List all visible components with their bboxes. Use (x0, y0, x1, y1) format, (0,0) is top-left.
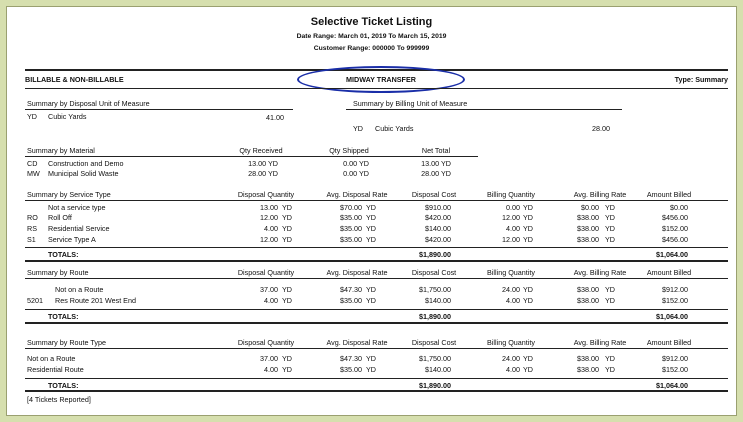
billing-quantity: 0.00 (506, 203, 520, 212)
section-heading: Summary by Route (27, 268, 89, 277)
avg-disposal-rate: $35.00 (340, 235, 362, 244)
total-disposal-cost: $1,890.00 (419, 312, 451, 321)
material-col-shipped: Qty Shipped (329, 146, 369, 155)
col-billing-quantity: Billing Quantity (487, 268, 535, 277)
disposal-cost: $140.00 (425, 296, 451, 305)
billable-label: BILLABLE & NON-BILLABLE (25, 75, 124, 84)
col-avg-disposal-rate: Avg. Disposal Rate (326, 268, 388, 277)
billing-rate-unit: YD (605, 224, 615, 233)
material-name: Municipal Solid Waste (48, 169, 119, 178)
col-billing-quantity: Billing Quantity (487, 190, 535, 199)
tickets-reported: [4 Tickets Reported] (27, 395, 91, 404)
material-net: 28.00 YD (421, 169, 451, 178)
billing-rate-unit: YD (605, 365, 615, 374)
section-header-rule (25, 348, 728, 349)
row-code: RS (27, 224, 37, 233)
amount-billed: $456.00 (662, 213, 688, 222)
avg-billing-rate: $38.00 (577, 224, 599, 233)
col-disposal-cost: Disposal Cost (411, 190, 457, 199)
billing-rate-unit: YD (605, 235, 615, 244)
avg-billing-rate: $38.00 (577, 213, 599, 222)
disposal-unit: YD (282, 365, 292, 374)
disposal-rate-unit: YD (366, 203, 376, 212)
avg-billing-rate: $38.00 (577, 365, 599, 374)
avg-disposal-rate: $47.30 (340, 354, 362, 363)
amount-billed: $456.00 (662, 235, 688, 244)
billing-uom-heading: Summary by Billing Unit of Measure (353, 99, 468, 108)
billing-unit: YD (523, 235, 533, 244)
row-code: S1 (27, 235, 36, 244)
col-amount-billed: Amount Billed (646, 268, 692, 277)
site-name: MIDWAY TRANSFER (346, 75, 416, 84)
disposal-cost: $1,750.00 (419, 285, 451, 294)
billing-uom-code: YD (353, 124, 363, 133)
row-name: Not on a Route (27, 354, 76, 363)
totals-label: TOTALS: (48, 250, 79, 259)
total-disposal-cost: $1,890.00 (419, 250, 451, 259)
avg-billing-rate: $38.00 (577, 354, 599, 363)
avg-billing-rate: $0.00 (581, 203, 599, 212)
disposal-quantity: 4.00 (264, 224, 278, 233)
col-avg-disposal-rate: Avg. Disposal Rate (326, 338, 388, 347)
amount-billed: $912.00 (662, 354, 688, 363)
row-name: Not on a Route (55, 285, 104, 294)
totals-top-rule (25, 247, 728, 248)
row-name: Residential Service (48, 224, 110, 233)
disposal-unit: YD (282, 203, 292, 212)
row-name: Not a service type (48, 203, 106, 212)
avg-billing-rate: $38.00 (577, 296, 599, 305)
billing-rate-unit: YD (605, 285, 615, 294)
billing-unit: YD (523, 354, 533, 363)
disposal-rate-unit: YD (366, 224, 376, 233)
totals-bottom-rule (25, 390, 728, 392)
billing-unit: YD (523, 224, 533, 233)
material-net: 13.00 YD (421, 159, 451, 168)
col-avg-disposal-rate: Avg. Disposal Rate (326, 190, 388, 199)
material-name: Construction and Demo (48, 159, 124, 168)
material-code: CD (27, 159, 38, 168)
avg-disposal-rate: $35.00 (340, 365, 362, 374)
section-heading: Summary by Route Type (27, 338, 106, 347)
avg-disposal-rate: $35.00 (340, 296, 362, 305)
material-col-received: Qty Received (239, 146, 283, 155)
disposal-cost: $140.00 (425, 365, 451, 374)
billing-unit: YD (523, 203, 533, 212)
amount-billed: $912.00 (662, 285, 688, 294)
billing-uom-rule (346, 109, 622, 110)
billing-unit: YD (523, 285, 533, 294)
disposal-rate-unit: YD (366, 235, 376, 244)
billing-uom-name: Cubic Yards (375, 124, 414, 133)
row-name: Residential Route (27, 365, 84, 374)
avg-billing-rate: $38.00 (577, 235, 599, 244)
billing-unit: YD (523, 296, 533, 305)
avg-disposal-rate: $35.00 (340, 224, 362, 233)
disposal-unit: YD (282, 224, 292, 233)
disposal-quantity: 13.00 (260, 203, 278, 212)
col-amount-billed: Amount Billed (646, 338, 692, 347)
disposal-uom-heading: Summary by Disposal Unit of Measure (27, 99, 150, 108)
disposal-cost: $420.00 (425, 213, 451, 222)
avg-disposal-rate: $47.30 (340, 285, 362, 294)
billing-rate-unit: YD (605, 354, 615, 363)
material-code: MW (27, 169, 40, 178)
totals-bottom-rule (25, 322, 728, 324)
col-avg-billing-rate: Avg. Billing Rate (573, 268, 627, 277)
billing-unit: YD (523, 365, 533, 374)
row-code: 5201 (27, 296, 43, 305)
col-billing-quantity: Billing Quantity (487, 338, 535, 347)
disposal-cost: $140.00 (425, 224, 451, 233)
col-disposal-cost: Disposal Cost (411, 338, 457, 347)
total-amount-billed: $1,064.00 (656, 381, 688, 390)
disposal-uom-value: 41.00 (266, 113, 284, 122)
total-disposal-cost: $1,890.00 (419, 381, 451, 390)
billing-quantity: 12.00 (502, 213, 520, 222)
report-type: Type: Summary (674, 75, 728, 84)
customer-range: Customer Range: 000000 To 999999 (313, 45, 430, 52)
section-header-rule (25, 278, 728, 279)
disposal-unit: YD (282, 285, 292, 294)
col-avg-billing-rate: Avg. Billing Rate (573, 190, 627, 199)
col-avg-billing-rate: Avg. Billing Rate (573, 338, 627, 347)
billing-quantity: 4.00 (506, 224, 520, 233)
billing-quantity: 12.00 (502, 235, 520, 244)
row-name: Service Type A (48, 235, 96, 244)
disposal-cost: $910.00 (425, 203, 451, 212)
billing-rate-unit: YD (605, 296, 615, 305)
totals-top-rule (25, 309, 728, 310)
material-rule (25, 156, 478, 157)
disposal-uom-name: Cubic Yards (48, 112, 87, 121)
totals-label: TOTALS: (48, 312, 79, 321)
col-disposal-quantity: Disposal Quantity (237, 190, 295, 199)
disposal-quantity: 12.00 (260, 213, 278, 222)
disposal-unit: YD (282, 213, 292, 222)
col-disposal-quantity: Disposal Quantity (237, 338, 295, 347)
disposal-quantity: 12.00 (260, 235, 278, 244)
report-title: Selective Ticket Listing (310, 16, 433, 28)
disposal-cost: $1,750.00 (419, 354, 451, 363)
amount-billed: $152.00 (662, 296, 688, 305)
totals-label: TOTALS: (48, 381, 79, 390)
material-received: 13.00 YD (248, 159, 278, 168)
disposal-uom-code: YD (27, 112, 37, 121)
totals-top-rule (25, 378, 728, 379)
amount-billed: $152.00 (662, 365, 688, 374)
header-bottom-rule (25, 88, 728, 89)
disposal-cost: $420.00 (425, 235, 451, 244)
disposal-rate-unit: YD (366, 285, 376, 294)
billing-quantity: 24.00 (502, 285, 520, 294)
material-received: 28.00 YD (248, 169, 278, 178)
disposal-quantity: 4.00 (264, 365, 278, 374)
billing-quantity: 24.00 (502, 354, 520, 363)
billing-rate-unit: YD (605, 213, 615, 222)
disposal-quantity: 37.00 (260, 285, 278, 294)
disposal-quantity: 4.00 (264, 296, 278, 305)
billing-rate-unit: YD (605, 203, 615, 212)
avg-disposal-rate: $35.00 (340, 213, 362, 222)
row-code: RO (27, 213, 38, 222)
row-name: Res Route 201 West End (55, 296, 136, 305)
date-range: Date Range: March 01, 2019 To March 15, 2019 (296, 33, 447, 40)
disposal-rate-unit: YD (366, 365, 376, 374)
disposal-unit: YD (282, 235, 292, 244)
disposal-rate-unit: YD (366, 213, 376, 222)
disposal-rate-unit: YD (366, 296, 376, 305)
material-heading: Summary by Material (27, 146, 95, 155)
material-col-net: Net Total (421, 146, 451, 155)
disposal-uom-rule (25, 109, 293, 110)
section-heading: Summary by Service Type (27, 190, 111, 199)
totals-bottom-rule (25, 260, 728, 262)
amount-billed: $0.00 (670, 203, 688, 212)
total-amount-billed: $1,064.00 (656, 250, 688, 259)
disposal-rate-unit: YD (366, 354, 376, 363)
disposal-quantity: 37.00 (260, 354, 278, 363)
billing-quantity: 4.00 (506, 365, 520, 374)
row-name: Roll Off (48, 213, 72, 222)
disposal-unit: YD (282, 296, 292, 305)
total-amount-billed: $1,064.00 (656, 312, 688, 321)
section-header-rule (25, 200, 728, 201)
billing-uom-value: 28.00 (592, 124, 610, 133)
avg-disposal-rate: $70.00 (340, 203, 362, 212)
material-shipped: 0.00 YD (343, 159, 369, 168)
billing-quantity: 4.00 (506, 296, 520, 305)
col-disposal-quantity: Disposal Quantity (237, 268, 295, 277)
billing-unit: YD (523, 213, 533, 222)
amount-billed: $152.00 (662, 224, 688, 233)
avg-billing-rate: $38.00 (577, 285, 599, 294)
col-disposal-cost: Disposal Cost (411, 268, 457, 277)
disposal-unit: YD (282, 354, 292, 363)
material-shipped: 0.00 YD (343, 169, 369, 178)
col-amount-billed: Amount Billed (646, 190, 692, 199)
